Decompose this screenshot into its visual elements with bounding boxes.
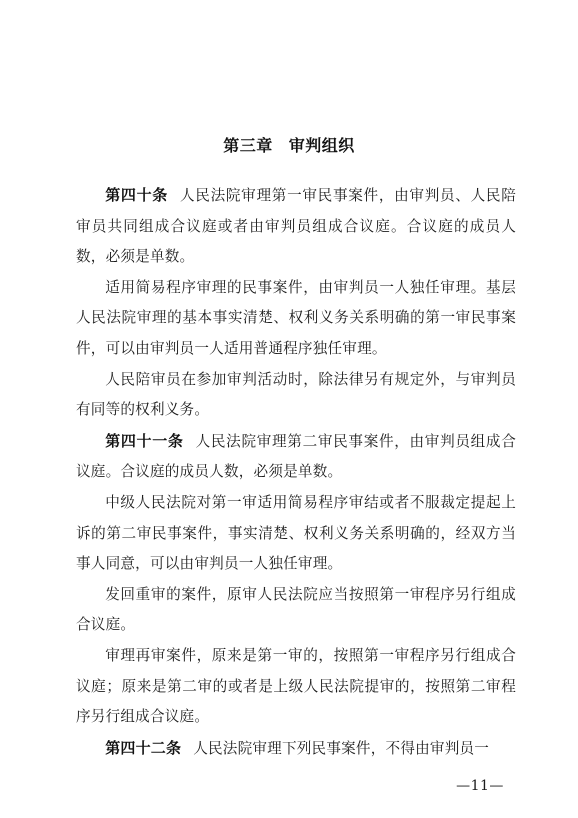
paragraph	[76, 426, 516, 488]
chapter-heading	[0, 133, 578, 156]
article-heading: 第四十条	[105, 186, 168, 204]
page-number: —11—	[456, 778, 504, 794]
paragraph	[76, 733, 516, 765]
paragraph-text: 中级人民法院对第一审适用简易程序审结或者不服裁定提起上诉的第二审民事案件，事实清楚、权利义务关系明确的，经双方当事人同意，可以由审判员一人独任审理。	[76, 493, 516, 573]
paragraph	[76, 365, 516, 426]
paragraph-text: 人民法院审理下列民事案件，不得由审判员一	[193, 739, 490, 757]
paragraph	[76, 488, 516, 580]
paragraph	[76, 273, 516, 365]
chapter-title: 审判组织	[288, 136, 355, 155]
document-body	[76, 180, 516, 764]
paragraph	[76, 580, 516, 641]
chapter-number: 第三章	[223, 136, 273, 155]
article-heading: 第四十二条	[105, 738, 182, 757]
paragraph-text: 适用简易程序审理的民事案件，由审判员一人独任审理。基层人民法院审理的基本事实清楚、权利义务关系明确的第一审民事案件，可以由审判员一人适用普通程序独任审理。	[76, 278, 516, 357]
paragraph-text: 审理再审案件，原来是第一审的，按照第一审程序另行组成合议庭；原来是第二审的或者是上级人民法院提审的，按照第二审程序另行组成合议庭。	[76, 646, 516, 726]
paragraph-text: 发回重审的案件，原审人民法院应当按照第一审程序另行组成合议庭。	[76, 585, 516, 634]
paragraph	[76, 180, 516, 273]
paragraph-text: 人民法院审理第一审民事案件，由审判员、人民陪审员共同组成合议庭或者由审判员组成合议庭。合议庭的成员人数，必须是单数。	[76, 187, 516, 266]
article-heading: 第四十一条	[105, 431, 184, 450]
paragraph	[76, 641, 516, 733]
paragraph-text: 人民法院审理第二审民事案件，由审判员组成合议庭。合议庭的成员人数，必须是单数。	[76, 432, 516, 481]
paragraph-text: 人民陪审员在参加审判活动时，除法律另有规定外，与审判员有同等的权利义务。	[76, 370, 516, 419]
